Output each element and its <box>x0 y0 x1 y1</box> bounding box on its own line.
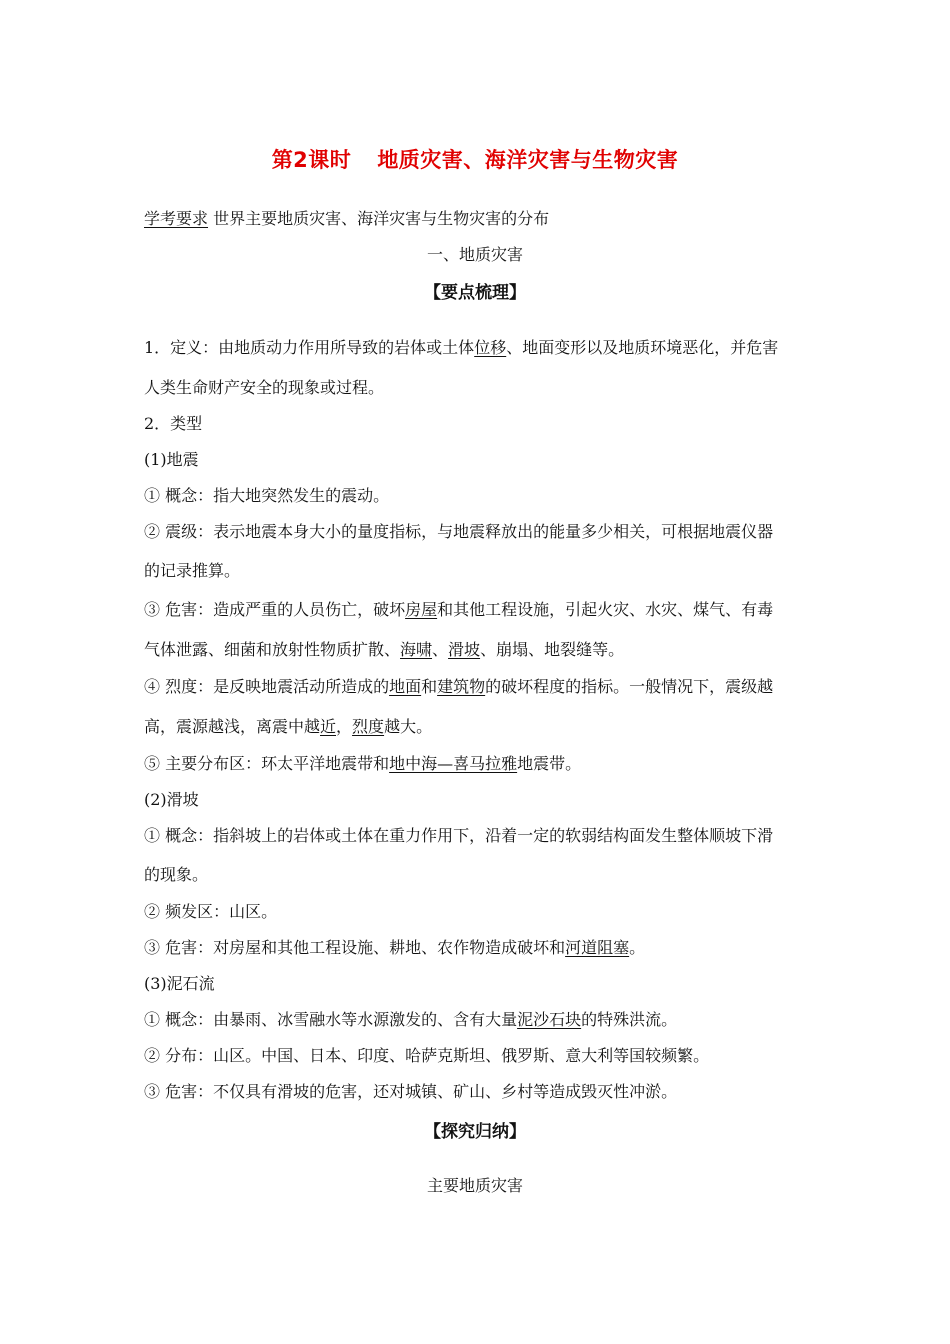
landslide-harm-end: 。 <box>629 938 646 957</box>
blank-mediterranean-himalaya: 地中海—喜马拉雅 <box>389 754 518 773</box>
intensity-text-cont: 的破坏程度的指标。一般情况下，震级越 <box>485 677 774 696</box>
requirement-line <box>144 209 549 229</box>
earthquake-magnitude-1: ② 震级：表示地震本身大小的量度指标，与地震释放出的能量多少相关，可根据地震仪器 <box>144 522 774 541</box>
table-caption: 主要地质灾害 <box>426 1176 523 1195</box>
blank-landslide: 滑坡 <box>448 640 481 659</box>
blank-ground: 地面 <box>389 677 422 696</box>
harm-text-cont: 和其他工程设施，引起火灾、水灾、煤气、有毒 <box>437 600 774 619</box>
landslide-harm <box>144 938 645 958</box>
blank-houses: 房屋 <box>405 600 438 619</box>
requirement-label: 学考要求 <box>144 209 209 228</box>
definition-text: 1．定义：由地质动力作用所导致的岩体或土体 <box>144 338 475 357</box>
harm-sep: 、 <box>432 640 449 659</box>
debris-flow-label: (3)泥石流 <box>144 974 215 993</box>
earthquake-harm-2 <box>144 640 624 660</box>
harm-text: ③ 危害：造成严重的人员伤亡，破坏 <box>144 600 406 619</box>
intensity-text: ④ 烈度：是反映地震活动所造成的 <box>144 677 390 696</box>
earthquake-intensity-2 <box>144 717 432 737</box>
landslide-concept-1: ① 概念：指斜坡上的岩体或土体在重力作用下，沿着一定的软弱结构面发生整体顺坡下滑 <box>144 826 774 845</box>
definition-line-2: 人类生命财产安全的现象或过程。 <box>144 378 385 397</box>
definition-text-cont: 、地面变形以及地质环境恶化，并危害 <box>506 338 779 357</box>
debris-flow-harm: ③ 危害：不仅具有滑坡的危害，还对城镇、矿山、乡村等造成毁灭性冲淤。 <box>144 1082 678 1101</box>
earthquake-harm-1 <box>144 600 773 620</box>
earthquake-magnitude-2: 的记录推算。 <box>144 561 241 580</box>
blank-buildings: 建筑物 <box>437 677 486 696</box>
types-label: 2．类型 <box>144 414 203 433</box>
blank-river-blockage: 河道阻塞 <box>565 938 630 957</box>
blank-mud-rocks: 泥沙石块 <box>517 1010 582 1029</box>
landslide-area: ② 频发区：山区。 <box>144 902 278 921</box>
definition-blank-displacement: 位移 <box>474 338 507 357</box>
earthquake-label: (1)地震 <box>144 450 199 469</box>
heading-key-points: 【要点梳理】 <box>424 283 526 303</box>
landslide-harm-text: ③ 危害：对房屋和其他工程设施、耕地、农作物造成破坏和 <box>144 938 566 957</box>
blank-near: 近 <box>320 717 337 736</box>
distribution-text: ⑤ 主要分布区：环太平洋地震带和 <box>144 754 390 773</box>
debris-flow-distribution: ② 分布：山区。中国、日本、印度、哈萨克斯坦、俄罗斯、意大利等国较频繁。 <box>144 1046 710 1065</box>
earthquake-intensity-1 <box>144 677 773 697</box>
earthquake-distribution <box>144 754 581 774</box>
debris-flow-concept <box>144 1010 677 1030</box>
lesson-title: 地质灾害、海洋灾害与生物灾害 <box>377 148 679 172</box>
distribution-text-end: 地震带。 <box>517 754 582 773</box>
landslide-label: (2)滑坡 <box>144 790 199 809</box>
earthquake-concept: ① 概念：指大地突然发生的震动。 <box>144 486 390 505</box>
lesson-number: 第2课时 <box>271 148 352 172</box>
harm-text-2: 气体泄露、细菌和放射性物质扩散、 <box>144 640 401 659</box>
intensity-and: 和 <box>421 677 438 696</box>
intensity-sep: ， <box>336 717 353 736</box>
heading-explore: 【探究归纳】 <box>424 1122 526 1142</box>
harm-text-end: 、崩塌、地裂缝等。 <box>480 640 625 659</box>
intensity-text-2: 高，震源越浅，离震中越 <box>144 717 321 736</box>
landslide-concept-2: 的现象。 <box>144 865 209 884</box>
blank-intensity: 烈度 <box>352 717 385 736</box>
requirement-text: 世界主要地质灾害、海洋灾害与生物灾害的分布 <box>213 209 550 228</box>
debris-concept-text: ① 概念：由暴雨、冰雪融水等水源激发的、含有大量 <box>144 1010 518 1029</box>
intensity-text-end: 越大。 <box>384 717 433 736</box>
debris-concept-end: 的特殊洪流。 <box>581 1010 678 1029</box>
section-title: 一、地质灾害 <box>426 245 523 264</box>
definition-line-1 <box>144 338 778 358</box>
blank-tsunami: 海啸 <box>400 640 433 659</box>
page-title <box>0 144 950 174</box>
